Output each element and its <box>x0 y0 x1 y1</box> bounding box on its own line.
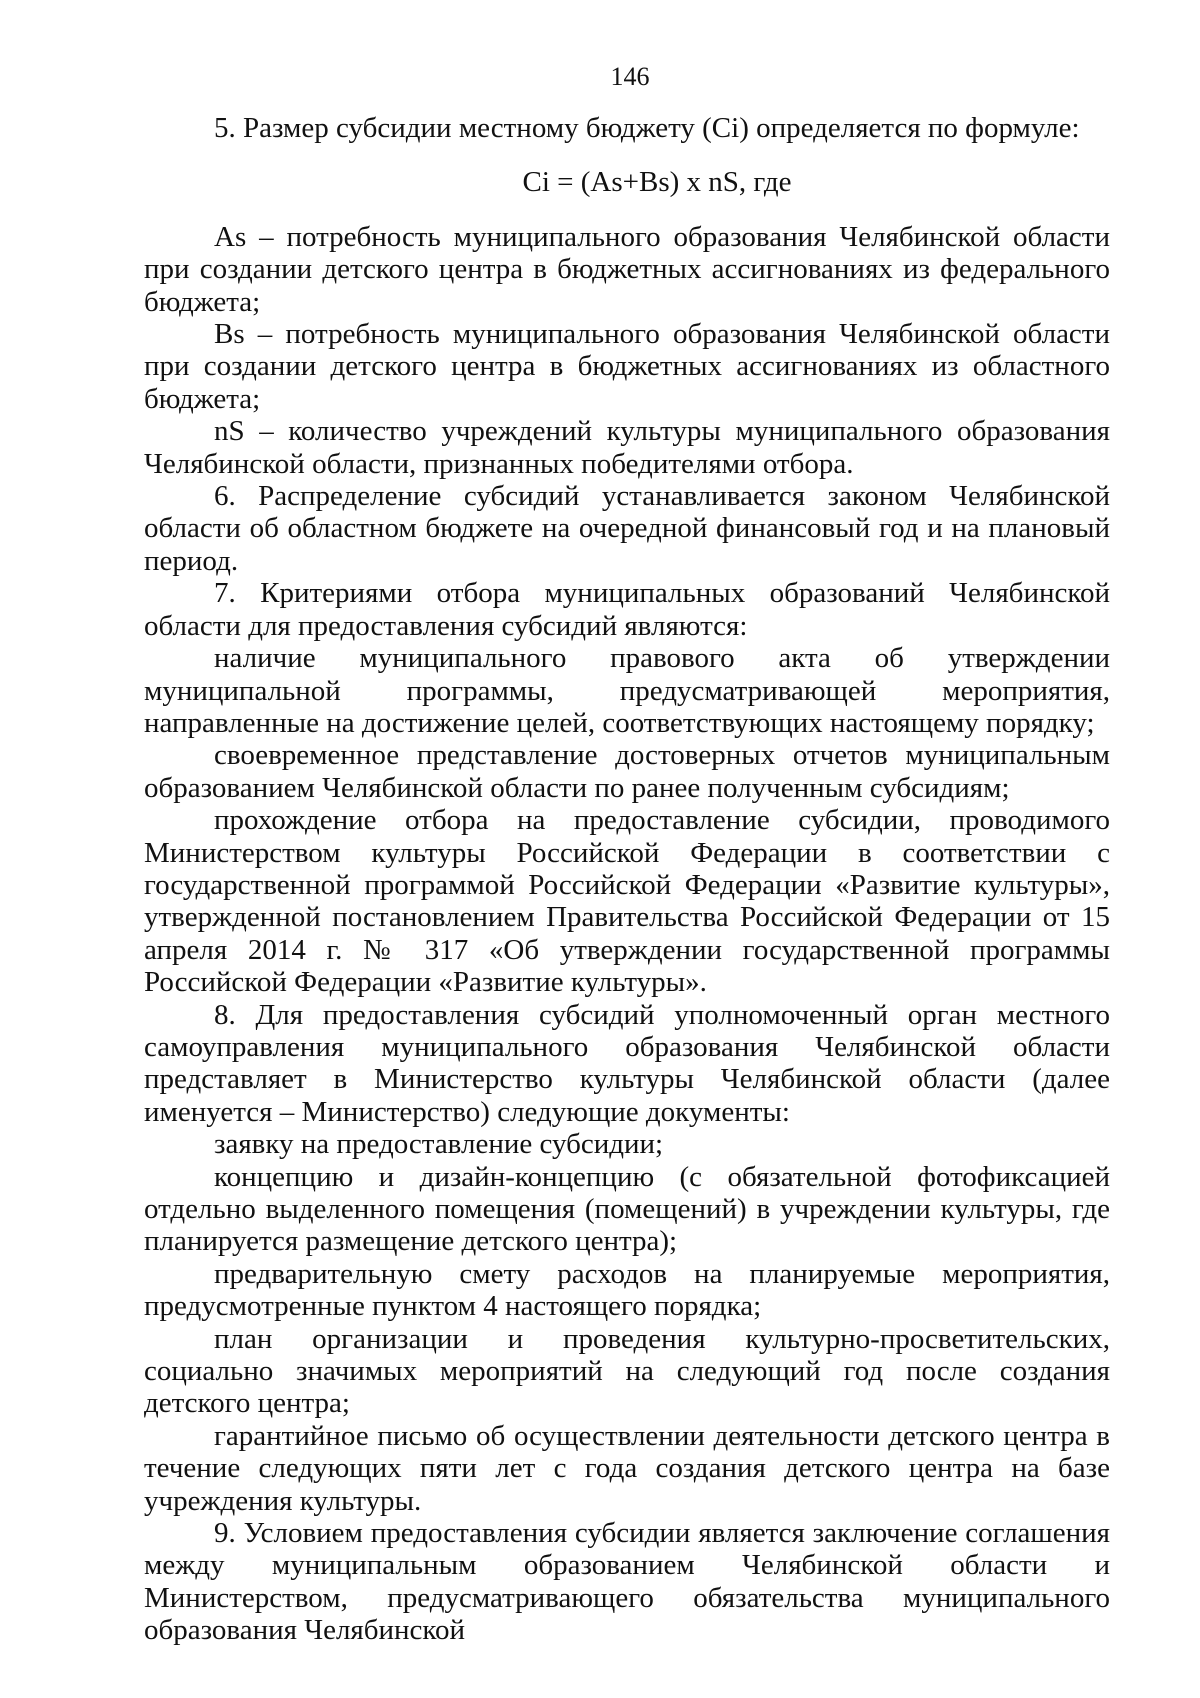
definition-ns: nS – количество учреждений культуры муниципального образования Челябинской области, признанных победителями отбора. <box>144 415 1110 480</box>
paragraph-7-criterion-b: своевременное представление достоверных отчетов муниципальным образованием Челябинской области по ранее полученным субсидиям; <box>144 739 1110 804</box>
paragraph-8-doc-e: гарантийное письмо об осуществлении деятельности детского центра в течение следующих пяти лет с года создания детского центра на базе учреждения культуры. <box>144 1419 1110 1517</box>
paragraph-8-doc-a: заявку на предоставление субсидии; <box>214 1128 664 1161</box>
paragraph-6: 6. Распределение субсидий устанавливается законом Челябинской области об областном бюджете на очередной финансовый год и на плановый период. <box>144 480 1110 577</box>
document-body <box>144 112 1110 1647</box>
paragraph-9: 9. Условием предоставления субсидии является заключение соглашения между муниципальным образованием Челябинской области и Министерством, предусматривающего обязательства муниципального образования Челябинской <box>144 1517 1110 1647</box>
paragraph-8-doc-c: предварительную смету расходов на планируемые мероприятия, предусмотренные пунктом 4 настоящего порядка; <box>144 1257 1110 1323</box>
paragraph-5-intro: 5. Размер субсидии местному бюджету (Ci) определяется по формуле: <box>214 112 1080 144</box>
paragraph-7-criterion-a: наличие муниципального правового акта об утверждении муниципальной программы, предусматривающей мероприятия, направленные на достижение целей, соответствующих настоящему порядку; <box>144 642 1110 739</box>
paragraph-8-doc-b: концепцию и дизайн-концепцию (с обязательной фотофиксацией отдельно выделенного помещения (помещений) в учреждении культуры, где планируется размещение детского центра); <box>144 1160 1110 1258</box>
subsidy-formula: Ci = (As+Bs) x nS, где <box>522 166 792 199</box>
paragraph-7-criterion-c: прохождение отбора на предоставление субсидии, проводимого Министерством культуры Российской Федерации в соответствии с государственной программой Российской Федерации «Развитие культуры», утвержденной постановлением Правительства Российской Федерации от 15 апреля 2014 г. № 317 «Об утверждении государственной программы Российской Федерации «Развитие культуры». <box>144 804 1110 999</box>
page-number: 146 <box>610 62 650 91</box>
paragraph-7: 7. Критериями отбора муниципальных образований Челябинской области для предоставления субсидий являются: <box>144 577 1110 642</box>
paragraph-8: 8. Для предоставления субсидий уполномоченный орган местного самоуправления муниципального образования Челябинской области представляет в Министерство культуры Челябинской области (далее именуется – Министерство) следующие документы: <box>144 998 1110 1128</box>
definition-as: As – потребность муниципального образования Челябинской области при создании детского центра в бюджетных ассигнованиях из федерального бюджета; <box>144 220 1110 318</box>
paragraph-8-doc-d: план организации и проведения культурно-просветительских, социально значимых мероприятий на следующий год после создания детского центра; <box>144 1322 1110 1420</box>
definition-bs: Bs – потребность муниципального образования Челябинской области при создании детского центра в бюджетных ассигнованиях из областного бюджета; <box>144 318 1110 415</box>
